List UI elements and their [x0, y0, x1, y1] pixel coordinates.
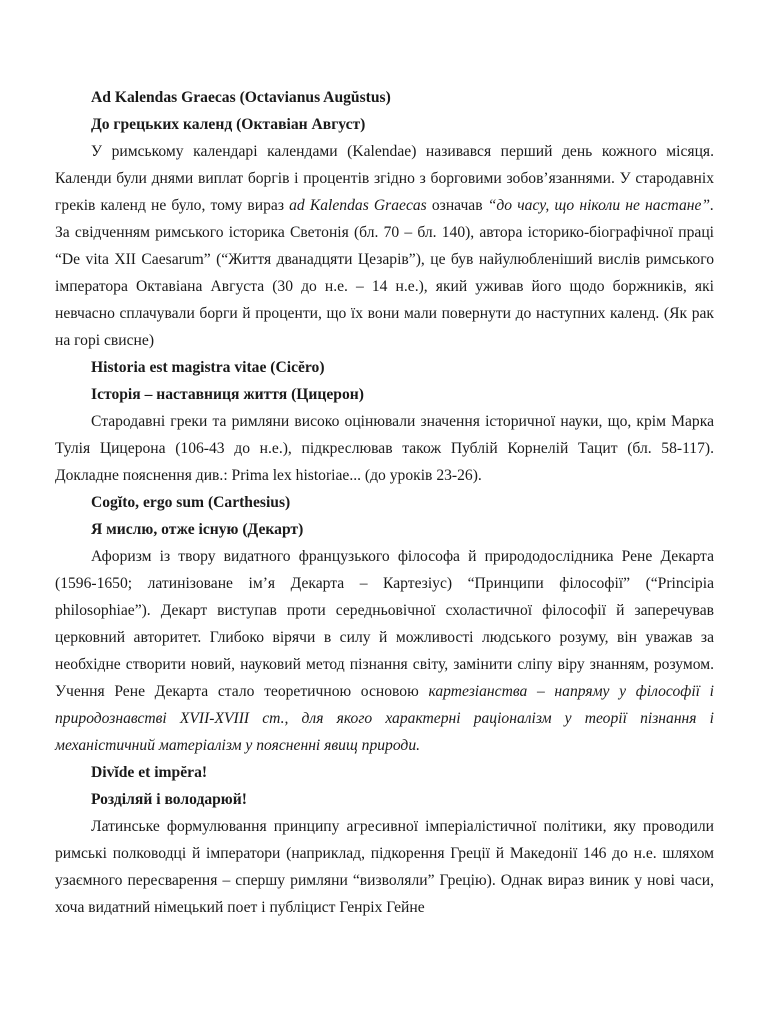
section-heading-ukrainian: Я мислю, отже існую (Декарт): [91, 521, 304, 538]
section-paragraph: [55, 813, 714, 921]
section-paragraph: [55, 138, 714, 354]
section-heading-ukrainian: До грецьких календ (Октавіан Август): [91, 116, 366, 133]
document-page: [55, 84, 714, 921]
paragraph-text: Афоризм із твору видатного французького філософа й природодослідника Рене Декарта (1596-1650; латинізоване ім’я Декарта – Картезіус) “Принципи філософії” (“Principia philosophiae”). Декарт виступав проти середньовічної схоластичної філософії й заперечував церковний авторитет. Глибоко вірячи в силу й можливості людського розуму, він уважав за необхідне створити новий, науковий метод пізнання світу, замінити сліпу віру знанням, розумом. Учення Рене Декарта стало теоретичною основою: [55, 548, 714, 700]
paragraph-italic-text: картезіанства – напряму у філософії і природознавстві XVII-XVIII ст., для якого характерні раціоналізм у теорії пізнання і механістичний матеріалізм у поясненні явищ природи.: [55, 683, 714, 754]
section-paragraph: [55, 408, 714, 489]
section-historia: [55, 354, 714, 489]
paragraph-italic-text: ad Kalendas Graecas: [289, 197, 427, 214]
paragraph-italic-text: “до часу, що ніколи не настане”.: [487, 197, 714, 214]
section-heading-latin: Divĭde et impĕra!: [91, 764, 208, 781]
paragraph-text: Стародавні греки та римляни високо оцінювали значення історичної науки, що, крім Марка Тулія Цицерона (106-43 до н.е.), підкреслював також Публій Корнелій Тацит (бл. 58-117). Докладне пояснення див.: Prima lex historiae... (до уроків 23-26).: [55, 413, 714, 484]
section-cogito: [55, 489, 714, 759]
section-divide-et-impera: [55, 759, 714, 921]
paragraph-text: означав: [426, 197, 488, 214]
section-heading-latin: Cogĭto, ergo sum (Carthesius): [91, 494, 291, 511]
section-heading-latin: Ad Kalendas Graecas (Octavianus Augŭstus): [91, 89, 391, 106]
paragraph-text: Латинське формулювання принципу агресивної імперіалістичної політики, яку проводили римські полководці й імператори (наприклад, підкорення Греції й Македонії 146 до н.е. шляхом узаємного пересварення – спершу римляни “визволяли” Грецію). Однак вираз виник у нові часи, хоча видатний німецький поет і публіцист Генріх Гейне: [55, 818, 714, 916]
section-heading-ukrainian: Історія – наставниця життя (Цицерон): [91, 386, 364, 403]
paragraph-text: У римському календарі календами (Kalendae) називався перший день кожного місяця. Календи були днями виплат боргів і процентів згідно з борговими зобов’язаннями. У стародавніх греків календ не було, тому вираз: [55, 143, 714, 214]
section-heading-ukrainian: Розділяй і володарюй!: [91, 791, 247, 808]
section-ad-kalendas: [55, 84, 714, 354]
paragraph-text: За свідченням римського історика Светонія (бл. 70 – бл. 140), автора історико-біографічної праці “De vita XII Caesarum” (“Життя дванадцяти Цезарів”), це був найулюбленіший вислів римського імператора Октавіана Августа (30 до н.е. – 14 н.е.), який уживав його щодо боржників, які невчасно сплачували борги й проценти, що їх вони мали повернути до наступних календ. (Як рак на горі свисне): [55, 224, 714, 349]
section-heading-latin: Historia est magistra vitae (Cicĕro): [91, 359, 325, 376]
section-paragraph: [55, 543, 714, 759]
